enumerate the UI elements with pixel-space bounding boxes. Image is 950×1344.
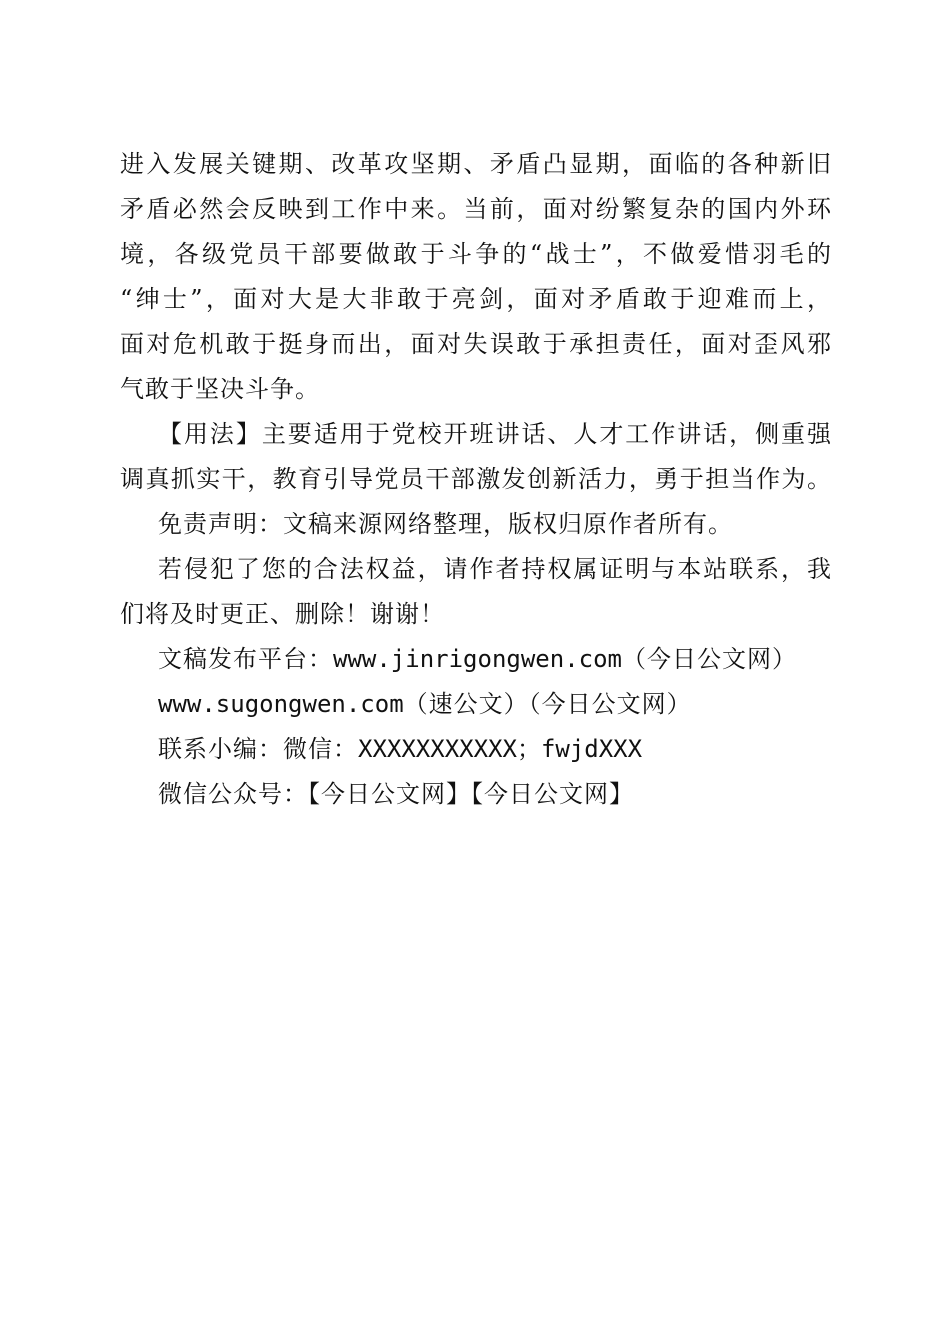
disclaimer-line: 免责声明：文稿来源网络整理，版权归原作者所有。 xyxy=(158,510,733,538)
paragraph-line: 面对危机敢于挺身而出，面对失误敢于承担责任，面对歪风邪 xyxy=(120,330,832,358)
infringement-line: 们将及时更正、删除！谢谢！ xyxy=(120,600,445,628)
paragraph-line: “绅士”，面对大是大非敢于亮剑，面对矛盾敢于迎难而上， xyxy=(120,285,832,313)
paragraph-line: 进入发展关键期、改革攻坚期、矛盾凸显期，面临的各种新旧 xyxy=(120,150,832,178)
platform-url: www.jinrigongwen.com xyxy=(333,645,622,673)
platform-name: （今日公文网） xyxy=(621,645,797,673)
contact-label: 联系小编：微信： xyxy=(158,735,358,763)
document-body xyxy=(120,142,832,817)
paragraph-line: 矛盾必然会反映到工作中来。当前，面对纷繁复杂的国内外环 xyxy=(120,195,832,223)
platform-label: 文稿发布平台： xyxy=(158,645,333,673)
usage-line: 【用法】主要适用于党校开班讲话、人才工作讲话，侧重强 xyxy=(158,420,832,448)
wechat-account-line: 微信公众号：【今日公文网】【今日公文网】 xyxy=(158,780,634,808)
paragraph-line: 境，各级党员干部要做敢于斗争的“战士”，不做爱惜羽毛的 xyxy=(120,240,832,268)
contact-value: XXXXXXXXXXX；fwjdXXX xyxy=(358,735,643,763)
paragraph-line: 气敢于坚决斗争。 xyxy=(120,375,320,403)
platform2-name: （速公文）（今日公文网） xyxy=(403,690,692,718)
infringement-line: 若侵犯了您的合法权益，请作者持权属证明与本站联系，我 xyxy=(158,555,832,583)
contact-line xyxy=(120,727,832,772)
platform2-url: www.sugongwen.com xyxy=(158,690,404,718)
platform2-line xyxy=(120,682,832,727)
platform-line xyxy=(120,637,832,682)
usage-line: 调真抓实干，教育引导党员干部激发创新活力，勇于担当作为。 xyxy=(120,465,832,493)
